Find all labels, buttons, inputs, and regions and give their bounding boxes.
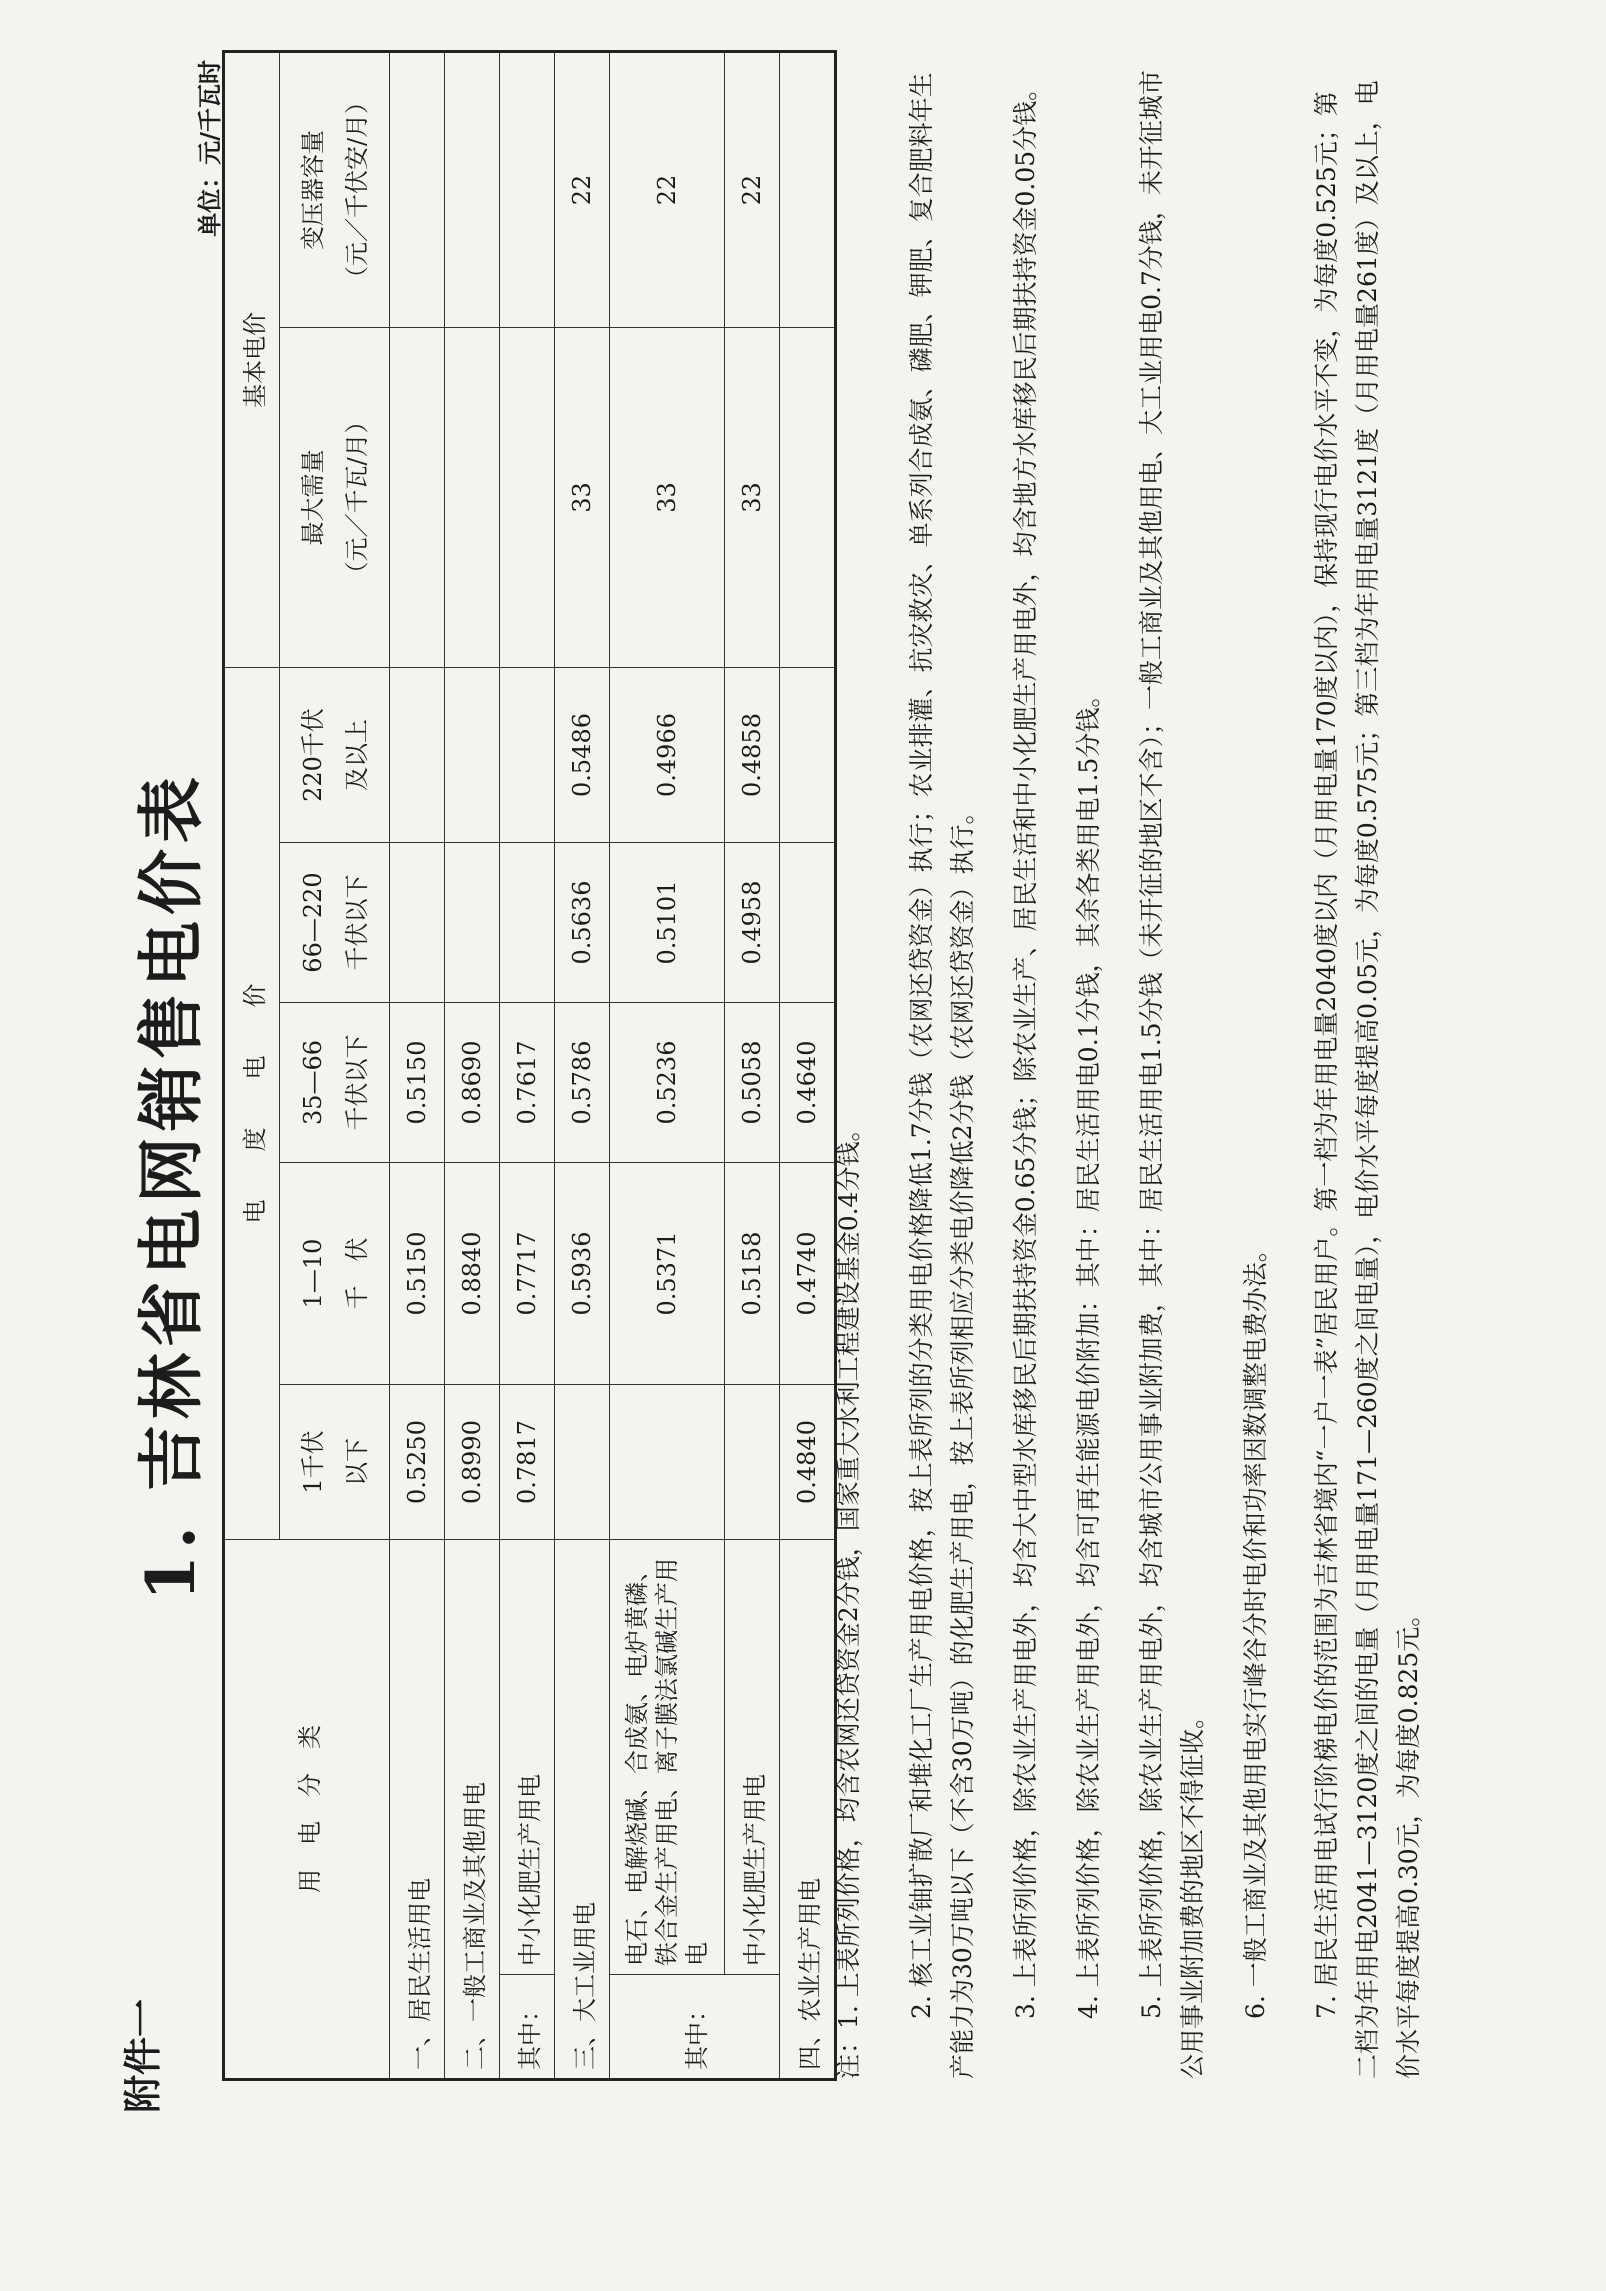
note-3: 3. 上表所列价格，除农业生产用电外，均含大中型水库移民后期扶持资金0.65分钱；除农业生产、居民生活和中小化肥生产用电外，均含地方水库移民后期扶持资金0.05分钱。 [1011,75,1040,2019]
price-cell: 0.4640 [780,1003,836,1163]
price-cell [725,1385,780,1540]
header-voltage-1-10kv: 1—10 千 伏 [280,1163,390,1385]
price-cell: 0.7617 [500,1003,555,1163]
price-cell: 0.5058 [725,1003,780,1163]
header-energy-price: 电 度 电 价 [224,667,280,1539]
header-voltage-1kv: 1千伏 以下 [280,1385,390,1540]
price-cell: 0.5371 [610,1163,725,1385]
row-label: 四、农业生产用电 [780,1540,836,2080]
note-1: 注：1. 上表所列价格，均含农网还贷资金2分钱，国家重大水利工程建设基金0.4分钱。 [834,1116,863,2079]
notes-section [828,69,1451,2079]
price-cell: 0.5936 [555,1163,610,1385]
note-4: 4. 上表所列价格，除农业生产用电外，均含可再生能源电价附加：其中：居民生活用电0.1分钱，其余各类用电1.5分钱。 [1074,682,1103,2019]
price-cell: 0.4840 [780,1385,836,1540]
price-cell: 0.5150 [390,1163,445,1385]
header-voltage-220kv: 220千伏 及以上 [280,667,390,842]
row-label: 二、一般工商业及其他用电 [445,1540,500,2080]
price-cell [390,667,445,842]
note-6: 6. 一般工商业及其他用电实行峰谷分时电价和功率因数调整电费办法。 [1241,1237,1270,2019]
capacity-cell [445,51,500,327]
price-cell: 0.5636 [555,843,610,1003]
header-voltage-35-66kv: 35—66 千伏以下 [280,1003,390,1163]
header-transformer-capacity: 变压器容量 （元／千伏安/月） [280,51,390,327]
table-row [610,51,725,2079]
price-cell: 0.4858 [725,667,780,842]
capacity-cell [500,51,555,327]
price-cell: 0.5250 [390,1385,445,1540]
price-cell: 0.8690 [445,1003,500,1163]
row-label: 一、居民生活用电 [390,1540,445,2080]
price-cell: 0.4966 [610,667,725,842]
capacity-cell: 22 [555,51,610,327]
row-label: 中小化肥生产用电 [725,1540,780,1975]
price-cell: 0.4958 [725,843,780,1003]
demand-cell [445,327,500,667]
price-cell: 0.4740 [780,1163,836,1385]
unit-label: 单位：元/千瓦时 [195,60,224,237]
note-7: 7. 居民生活用电试行阶梯电价的范围为吉林省境内“一户一表”居民用户。第一档为年用电量2040度以内（月用电量170度以内），保持现行电价水平不变，为每度0.525元；第二档为年用电2041—3120度之间的电量（月用电量171—260度之间电量），电价水平每度提高0.05元，为每度0.575元；第三档为年用电量3121度（月用电量261度）及以上，电价水平每度提高0.30元，为每度0.825元。 [1312,80,1423,2079]
row-label: 电石、电解烧碱、合成氨、电炉黄磷、铁合金生产用电、离子膜法氯碱生产用电 [610,1540,725,1975]
demand-cell: 33 [610,327,725,667]
price-cell [390,843,445,1003]
price-cell: 0.7817 [500,1385,555,1540]
page-title: 1. 吉林省电网销售电价表 [132,771,210,1601]
price-cell: 0.5236 [610,1003,725,1163]
capacity-cell: 22 [610,51,725,327]
row-label: 中小化肥生产用电 [500,1540,555,1975]
price-cell: 0.5101 [610,843,725,1003]
price-cell: 0.7717 [500,1163,555,1385]
demand-cell: 33 [555,327,610,667]
table-row [500,51,555,2079]
price-cell: 0.8840 [445,1163,500,1385]
price-cell: 0.5786 [555,1003,610,1163]
price-cell [500,843,555,1003]
row-prefix: 其中： [500,1975,555,2080]
demand-cell [500,327,555,667]
note-2: 2. 核工业铀扩散厂和堆化工厂生产用电价格，按上表所列的分类用电价格降低1.7分钱（农网还贷资金）执行；农业排灌、抗灾救灾、单系列合成氨、磷肥、钾肥、复合肥料年生产能力为30万吨以下（不含30万吨）的化肥生产用电，按上表所列相应分类电价降低2分钱（农网还贷资金）执行。 [907,72,977,2079]
table-row [555,51,610,2079]
header-category: 用 电 分 类 [224,1540,390,2080]
table-row [725,51,780,2079]
note-5: 5. 上表所列价格，除农业生产用电外，均含城市公用事业附加费，其中：居民生活用电1.5分钱（未开征的地区不含）；一般工商业及其他用电、大工业用电0.7分钱，未开征城市公用事业附加费的地区不得征收。 [1137,70,1207,2079]
price-cell: 0.5486 [555,667,610,842]
capacity-cell [390,51,445,327]
demand-cell: 33 [725,327,780,667]
price-cell [610,1385,725,1540]
price-table [222,50,837,2081]
price-cell: 0.8990 [445,1385,500,1540]
price-cell [555,1385,610,1540]
price-cell [500,667,555,842]
table-row [390,51,445,2079]
capacity-cell: 22 [725,51,780,327]
price-cell: 0.5158 [725,1163,780,1385]
header-voltage-66-220kv: 66—220 千伏以下 [280,843,390,1003]
row-label: 三、大工业用电 [555,1540,610,2080]
price-cell [445,843,500,1003]
demand-cell [390,327,445,667]
header-max-demand: 最大需量 （元／千瓦/月） [280,327,390,667]
table-row [445,51,500,2079]
price-cell [445,667,500,842]
header-basic-price: 基本电价 [224,51,280,667]
attachment-label: 附件一 [120,1998,165,2113]
price-cell: 0.5150 [390,1003,445,1163]
row-prefix: 其中： [610,1975,780,2080]
